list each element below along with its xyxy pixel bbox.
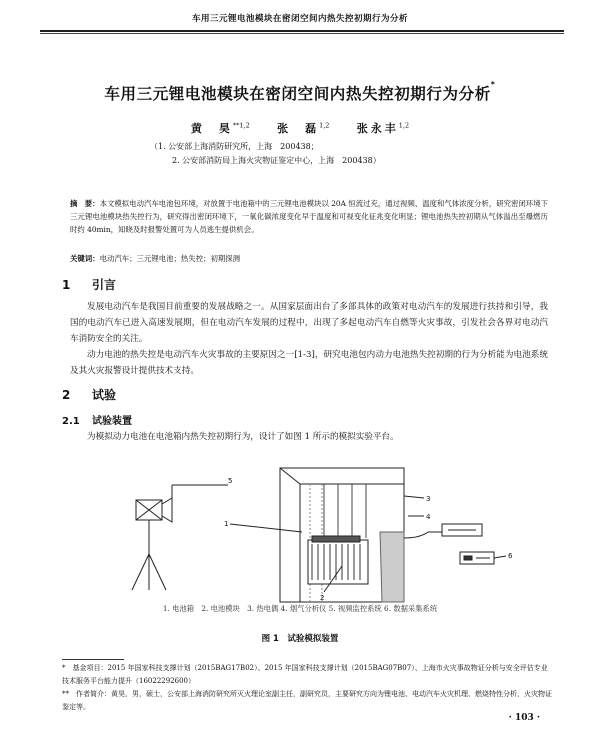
figure-label-4: 4 xyxy=(426,513,431,521)
figure-1 xyxy=(112,458,532,618)
keywords: 关键词：电动汽车；三元锂电池；热失控；初期探测 xyxy=(70,254,241,263)
figure-caption: 图 1 试验模拟装置 xyxy=(261,634,339,644)
abstract: 摘 要：本文模拟电动汽车电池包环境，对放置于电池箱中的三元锂电池模块以 20A 恒流过充，通过视频、温度和气体浓度分析，研究密闭环境下三元锂电池模块热失控行为，研究得出密闭环境下，一氧化碳浓度变化早于温度和可视变化征兆变化明显；锂电池热失控初期从气体溢出至爆燃历时约 40min，知晓及时报警处置可为人员逃生提供机会。 xyxy=(70,199,548,234)
footnote-funding: * 基金项目：2015 年国家科技支撑计划（2015BAG17B02）、2015 年国家科技支撑计划（2015BAG07B07）、上海市火灾事故物证分析与安全评估专业技术服务平台能力提升（16022292600） xyxy=(62,664,548,685)
paper-title: 车用三元锂电池模块在密闭空间内热失控初期行为分析* xyxy=(104,80,496,103)
affiliation-1: （1. 公安部上海消防研究所，上海 200438； xyxy=(150,142,319,151)
section-heading-1: 1 引言 xyxy=(62,278,117,292)
figure-label-3: 3 xyxy=(426,495,431,503)
author-name: 黄 昊 xyxy=(190,122,233,135)
gas-analyzer-icon xyxy=(404,524,482,538)
author-list: 黄 昊$^{**1,2}$ 张 磊$^{1,2}$ 张永丰$^{1,2}$ xyxy=(190,121,410,135)
paragraph-setup: 为模拟动力电池在电池箱内热失控初期行为，设计了如图 1 所示的模拟实验平台。 xyxy=(87,432,399,442)
header-rule xyxy=(40,30,564,32)
data-acquisition-icon xyxy=(460,552,494,564)
figure-label-5: 5 xyxy=(228,477,233,485)
footnote-rule xyxy=(62,659,124,660)
camera-tripod-icon xyxy=(132,485,228,590)
experiment-diagram xyxy=(112,458,532,618)
paragraph-intro-1: 发展电动汽车是我国目前重要的发展战略之一。从国家层面出台了多部具体的政策对电动汽车的发展进行扶持和引导，我国的电动汽车已进入高速发展期，但在电动汽车发展的过程中，出现了多起电动汽车自燃等火灾事故，引发社会各界对电动汽车消防安全的关注。 xyxy=(70,302,548,344)
figure-label-1: 1 xyxy=(224,520,229,528)
page-number: · 103 · xyxy=(508,713,540,723)
author-name: 张 磊 xyxy=(277,122,320,135)
author-name: 张永丰 xyxy=(356,122,399,135)
subsection-heading-2-1: 2.1 试验装置 xyxy=(62,416,132,427)
header-rule-thin xyxy=(40,33,564,34)
figure-legend: 1. 电池箱 2. 电池模块 3. 热电偶 4. 烟气分析仪 5. 视频监控系统 6. 数据采集系统 xyxy=(162,604,438,613)
section-heading-2: 2 试验 xyxy=(62,388,117,402)
running-head: 车用三元锂电池模块在密闭空间内热失控初期行为分析 xyxy=(191,14,408,24)
figure-label-6: 6 xyxy=(508,552,513,560)
battery-module-icon xyxy=(308,536,368,584)
thermocouple-icon xyxy=(324,484,366,538)
figure-label-2: 2 xyxy=(320,594,325,602)
footnote-author: ** 作者简介：黄昊，男，硕士，公安部上海消防研究所灭火理论室副主任，副研究员，主要研究方向为锂电池、电动汽车火灾机理、燃烧特性分析，火灾物证鉴定等。 xyxy=(62,690,552,711)
paragraph-intro-2: 动力电池的热失控是电动汽车火灾事故的主要原因之一[1-3]，研究电池包内动力电池热失控初期的行为分析能为电池系统及其火灾报警设计提供技术支持。 xyxy=(70,350,548,376)
affiliation-2: 2. 公安部消防局上海火灾物证鉴定中心，上海 200438） xyxy=(172,156,381,165)
